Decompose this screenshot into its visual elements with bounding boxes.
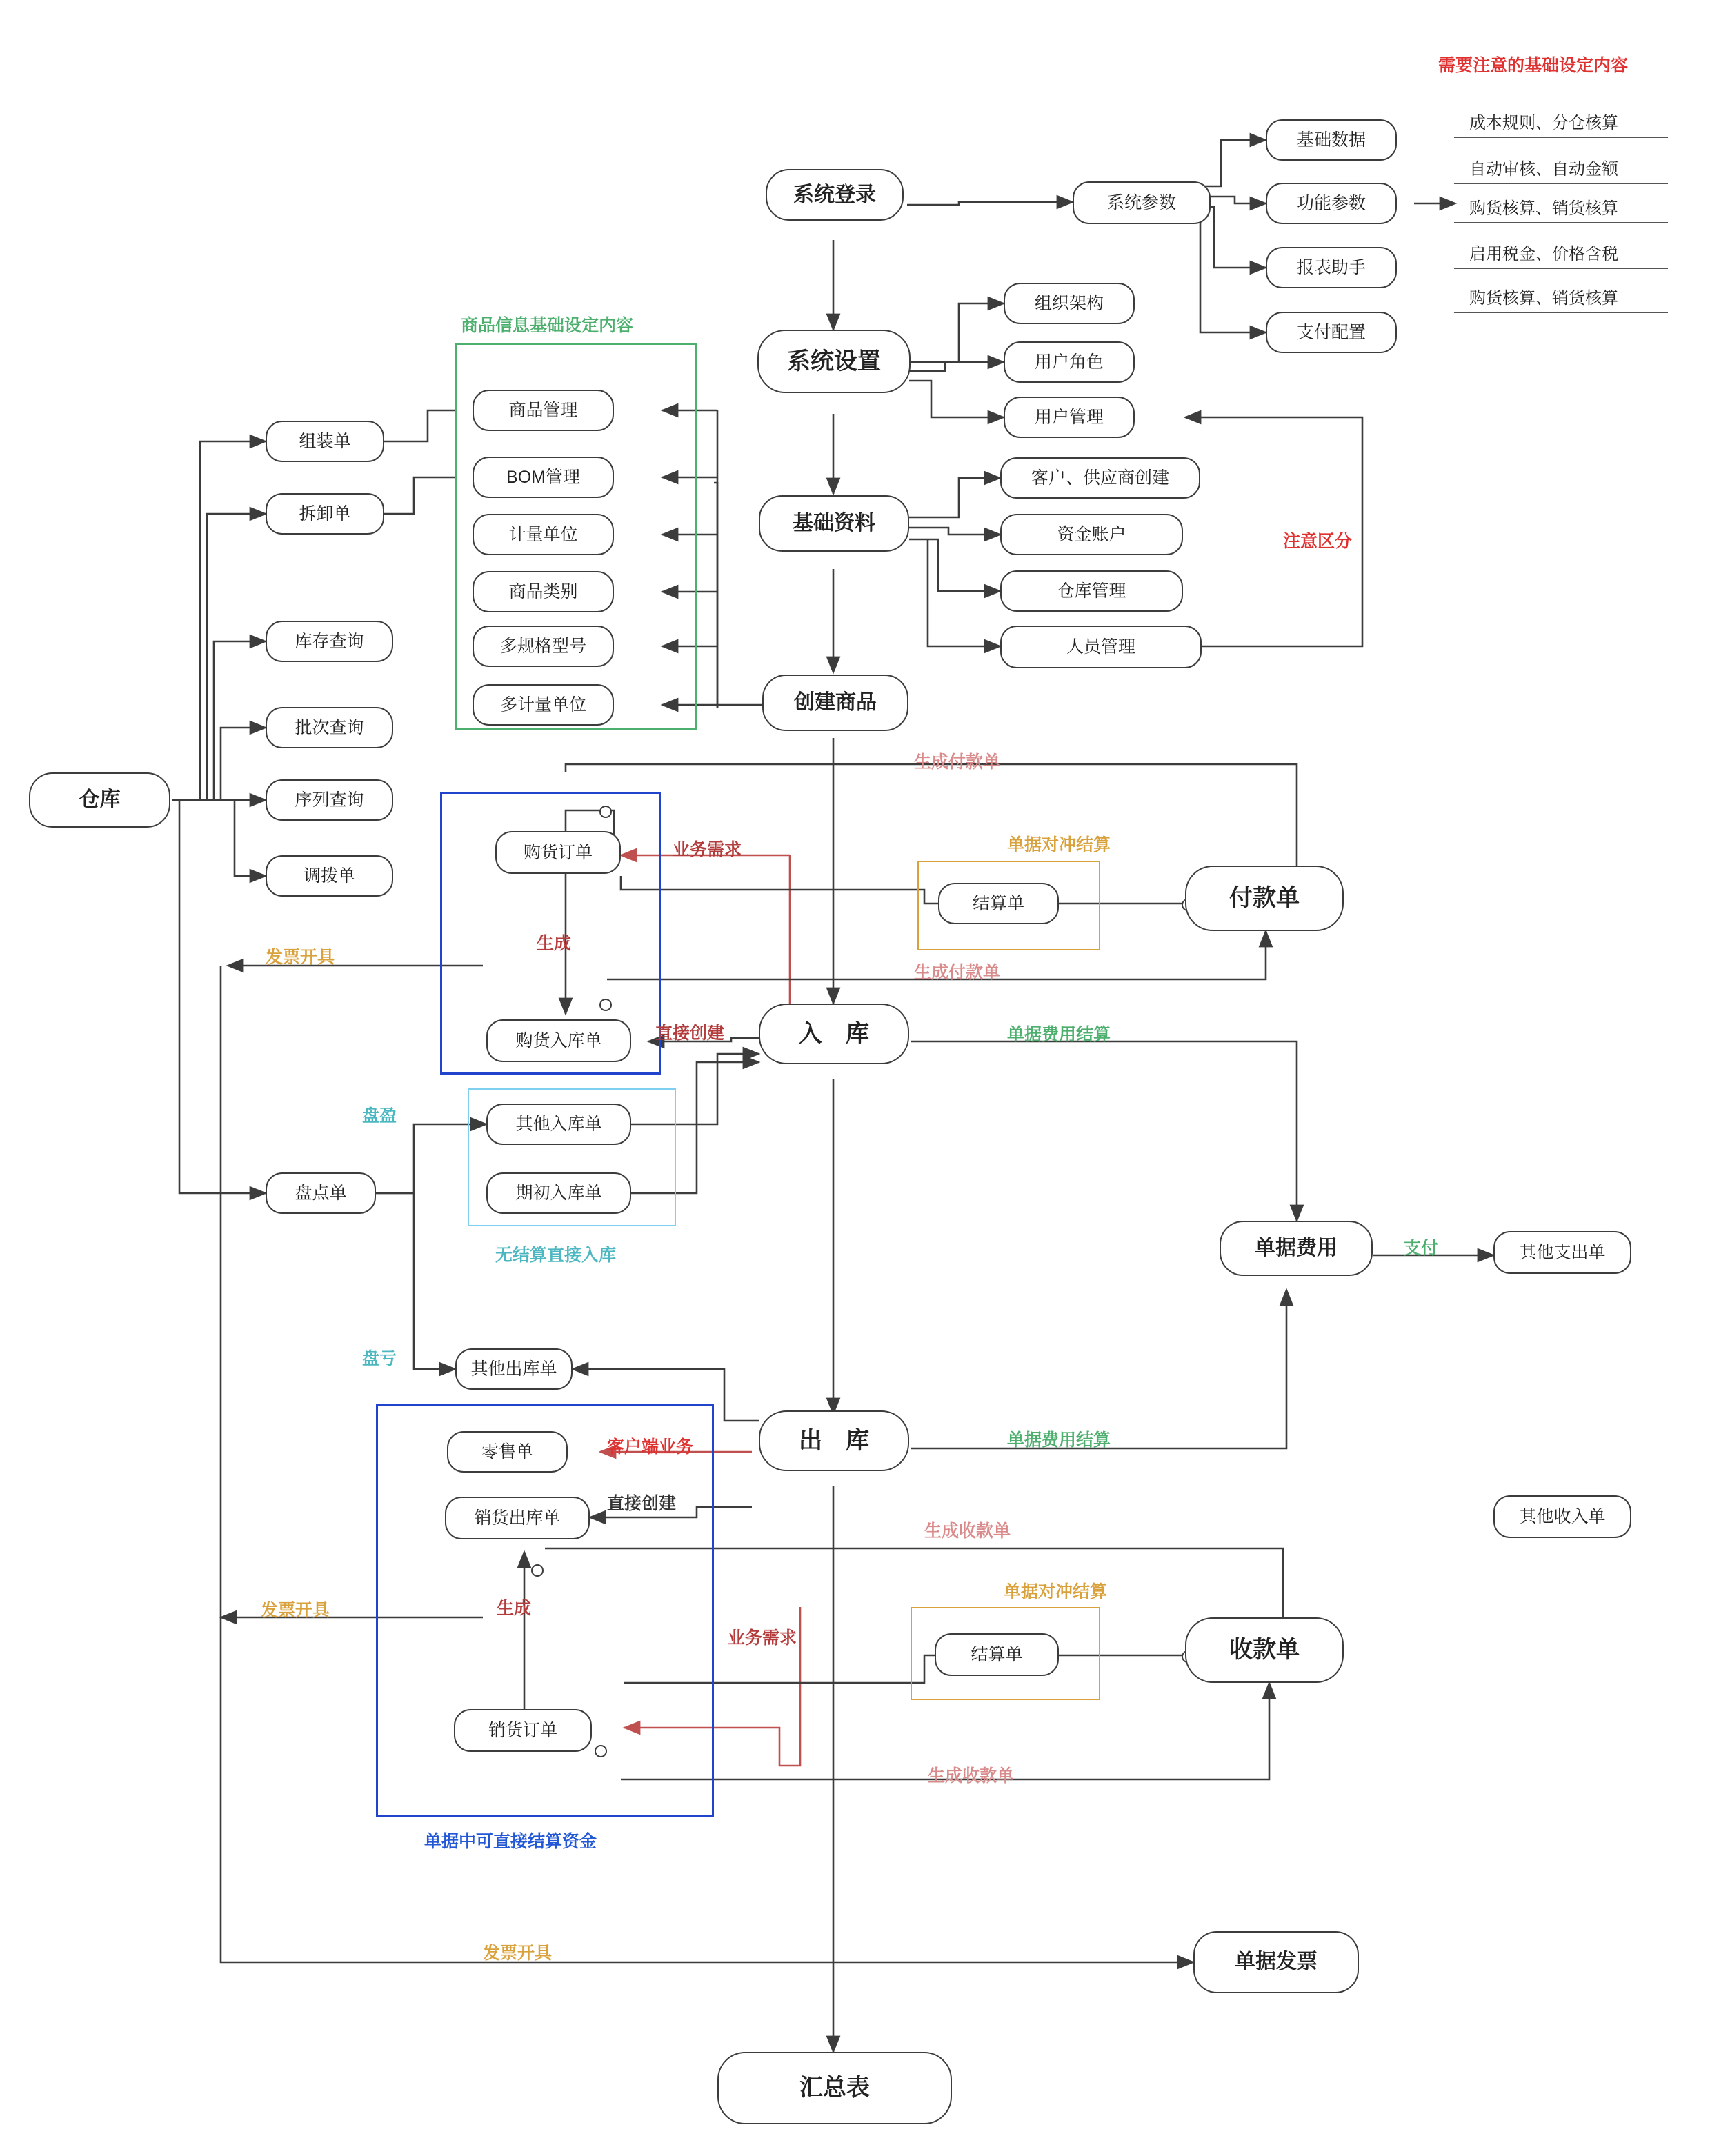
note-divider — [1454, 137, 1668, 138]
node-doc-fee[interactable]: 单据费用 — [1220, 1221, 1373, 1276]
node-sales-out[interactable]: 销货出库单 — [445, 1497, 590, 1539]
node-retail[interactable]: 零售单 — [447, 1431, 568, 1473]
node-other-income[interactable]: 其他收入单 — [1493, 1495, 1631, 1538]
node-goods-category[interactable]: 商品类别 — [473, 571, 614, 612]
node-unit[interactable]: 计量单位 — [473, 514, 614, 555]
node-summary[interactable]: 汇总表 — [717, 2052, 952, 2124]
label-no-settle-in: 无结算直接入库 — [495, 1246, 617, 1265]
node-staff-manage[interactable]: 人员管理 — [1000, 626, 1202, 668]
node-settle-doc-top[interactable]: 结算单 — [938, 883, 1059, 924]
label-business-need-bottom: 业务需求 — [728, 1628, 797, 1648]
node-doc-invoice[interactable]: 单据发票 — [1193, 1931, 1359, 1993]
label-gen-payment-mid: 生成付款单 — [914, 963, 1001, 982]
node-warehouse[interactable]: 仓库 — [29, 772, 170, 828]
label-pay: 支付 — [1404, 1239, 1439, 1258]
node-stocktake[interactable]: 盘点单 — [266, 1172, 376, 1214]
right-note-2: 购货核算、销货核算 — [1469, 199, 1618, 218]
label-generate-bottom: 生成 — [497, 1599, 532, 1618]
note-divider — [1454, 312, 1668, 313]
node-base-data-doc[interactable]: 基础资料 — [759, 495, 909, 552]
node-base-data[interactable]: 基础数据 — [1266, 119, 1397, 161]
node-warehouse-manage[interactable]: 仓库管理 — [1000, 570, 1183, 612]
node-other-in[interactable]: 其他入库单 — [486, 1104, 631, 1145]
node-assemble[interactable]: 组装单 — [266, 421, 384, 462]
label-settle-offset-top: 单据对冲结算 — [1007, 835, 1111, 855]
node-pay-config[interactable]: 支付配置 — [1266, 312, 1397, 353]
label-direct-settle: 单据中可直接结算资金 — [424, 1832, 597, 1851]
label-doc-fee-settle-in: 单据费用结算 — [1007, 1025, 1111, 1044]
label-settle-offset-bottom: 单据对冲结算 — [1004, 1582, 1108, 1601]
node-receipt[interactable]: 收款单 — [1185, 1617, 1344, 1683]
right-notes-title: 需要注意的基础设定内容 — [1438, 56, 1629, 75]
label-client-business: 客户端业务 — [607, 1437, 694, 1457]
right-note-3: 启用税金、价格含税 — [1469, 245, 1618, 263]
node-out-stock[interactable]: 出 库 — [759, 1410, 909, 1471]
right-note-0: 成本规则、分仓核算 — [1469, 114, 1618, 132]
label-business-need-top: 业务需求 — [673, 840, 742, 859]
node-purchase-in[interactable]: 购货入库单 — [486, 1019, 631, 1062]
node-sales-order[interactable]: 销货订单 — [454, 1709, 592, 1752]
node-stock-query[interactable]: 库存查询 — [266, 621, 393, 662]
label-gen-receipt-top: 生成收款单 — [924, 1521, 1011, 1541]
note-divider — [1454, 268, 1668, 269]
node-payment[interactable]: 付款单 — [1185, 866, 1344, 931]
node-multi-spec[interactable]: 多规格型号 — [473, 626, 614, 667]
node-user-role[interactable]: 用户角色 — [1004, 341, 1135, 383]
right-note-4: 购货核算、销货核算 — [1469, 289, 1618, 308]
node-bom-manage[interactable]: BOM管理 — [473, 457, 614, 498]
node-disassemble[interactable]: 拆卸单 — [266, 493, 384, 535]
node-serial-query[interactable]: 序列查询 — [266, 779, 393, 821]
node-system-param[interactable]: 系统参数 — [1073, 181, 1211, 224]
node-other-out[interactable]: 其他出库单 — [455, 1348, 573, 1390]
label-shortage: 盘亏 — [362, 1349, 397, 1368]
node-open-in[interactable]: 期初入库单 — [486, 1172, 631, 1214]
label-direct-create-top: 直接创建 — [655, 1024, 725, 1043]
node-customer-supplier[interactable]: 客户、供应商创建 — [1000, 457, 1200, 499]
node-create-goods[interactable]: 创建商品 — [762, 675, 908, 731]
label-gen-receipt-bottom: 生成收款单 — [928, 1766, 1015, 1786]
note-divider — [1454, 183, 1668, 184]
node-system-setting[interactable]: 系统设置 — [757, 330, 911, 393]
node-goods-manage[interactable]: 商品管理 — [473, 390, 614, 431]
node-user-manage[interactable]: 用户管理 — [1004, 397, 1135, 438]
label-direct-create-bottom: 直接创建 — [607, 1494, 677, 1513]
label-overage: 盘盈 — [362, 1106, 397, 1126]
label-gen-payment-top: 生成付款单 — [914, 752, 1001, 772]
node-multi-unit[interactable]: 多计量单位 — [473, 684, 614, 726]
label-doc-fee-settle-out: 单据费用结算 — [1007, 1430, 1111, 1450]
node-report-helper[interactable]: 报表助手 — [1266, 247, 1397, 288]
node-fund-account[interactable]: 资金账户 — [1000, 514, 1183, 555]
label-generate-top: 生成 — [537, 934, 572, 953]
right-note-1: 自动审核、自动金额 — [1469, 160, 1618, 179]
label-invoice-mid: 发票开具 — [261, 1601, 330, 1620]
node-in-stock[interactable]: 入 库 — [759, 1004, 909, 1064]
label-invoice-top: 发票开具 — [266, 948, 335, 967]
node-org-struct[interactable]: 组织架构 — [1004, 283, 1135, 324]
label-invoice-bottom: 发票开具 — [483, 1944, 553, 1963]
note-divider — [1454, 222, 1668, 223]
node-purchase-order[interactable]: 购货订单 — [495, 831, 621, 874]
label-goods-info: 商品信息基础设定内容 — [461, 316, 634, 335]
label-attention: 注意区分 — [1283, 532, 1353, 551]
node-transfer[interactable]: 调拨单 — [266, 855, 393, 897]
node-other-pay[interactable]: 其他支出单 — [1493, 1231, 1631, 1274]
node-batch-query[interactable]: 批次查询 — [266, 707, 393, 748]
node-settle-doc-bottom[interactable]: 结算单 — [935, 1633, 1059, 1676]
node-system-login[interactable]: 系统登录 — [766, 169, 904, 221]
node-func-param[interactable]: 功能参数 — [1266, 183, 1397, 224]
